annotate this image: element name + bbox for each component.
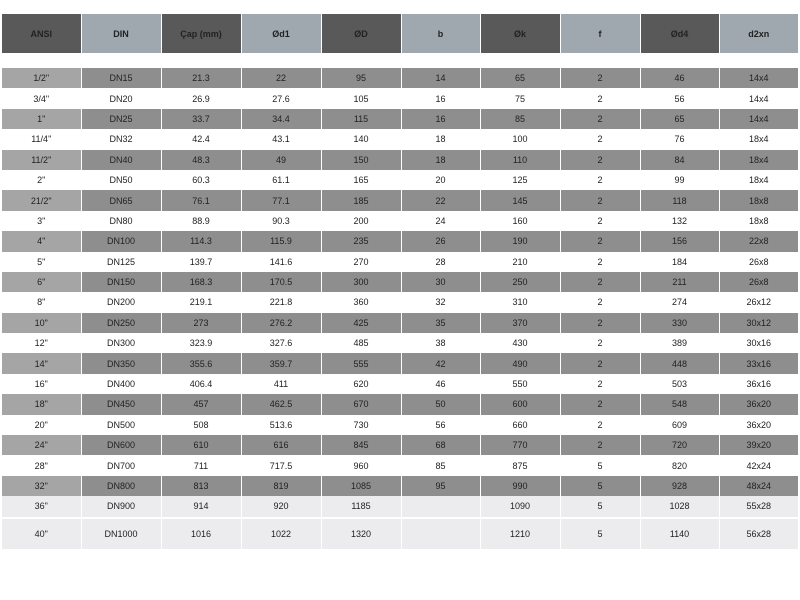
table-row: [2, 231, 798, 251]
cell-din: DN800: [81, 476, 161, 496]
cell-f: 2: [560, 211, 640, 231]
cell-din: DN200: [81, 292, 161, 312]
cell-cap: 88.9: [161, 211, 241, 231]
cell-outer-d: 200: [321, 211, 401, 231]
cell-d1: 61.1: [241, 170, 321, 190]
cell-d4: 548: [640, 394, 719, 414]
cell-d4: 56: [640, 88, 719, 108]
cell-b: 50: [401, 394, 480, 414]
cell-k: 770: [480, 435, 560, 455]
cell-ansi: 21/2": [2, 190, 81, 210]
cell-b: [401, 496, 480, 517]
table-row: [2, 476, 798, 496]
cell-d1: 819: [241, 476, 321, 496]
cell-d2xn: 33x16: [719, 353, 798, 373]
header-d4: Ød4: [640, 14, 719, 53]
cell-d1: 90.3: [241, 211, 321, 231]
cell-ansi: 3/4": [2, 88, 81, 108]
cell-cap: 114.3: [161, 231, 241, 251]
header-k: Øk: [480, 14, 560, 53]
cell-f: 2: [560, 150, 640, 170]
cell-f: 2: [560, 272, 640, 292]
cell-f: 2: [560, 129, 640, 149]
cell-ansi: 11/2": [2, 150, 81, 170]
cell-d1: 77.1: [241, 190, 321, 210]
cell-f: 2: [560, 374, 640, 394]
cell-d2xn: 36x20: [719, 415, 798, 435]
cell-f: 2: [560, 109, 640, 129]
cell-ansi: 14": [2, 353, 81, 373]
cell-cap: 711: [161, 455, 241, 475]
cell-d2xn: 30x12: [719, 313, 798, 333]
table-row: [2, 292, 798, 312]
cell-outer-d: 235: [321, 231, 401, 251]
cell-cap: 457: [161, 394, 241, 414]
cell-k: 990: [480, 476, 560, 496]
cell-outer-d: 425: [321, 313, 401, 333]
cell-b: 32: [401, 292, 480, 312]
cell-ansi: 4": [2, 231, 81, 251]
header-row: [2, 14, 798, 53]
cell-d2xn: 36x16: [719, 374, 798, 394]
cell-d4: 1028: [640, 496, 719, 517]
cell-cap: 1016: [161, 518, 241, 549]
cell-d2xn: 26x8: [719, 252, 798, 272]
cell-ansi: 18": [2, 394, 81, 414]
cell-d4: 274: [640, 292, 719, 312]
table-row: [2, 394, 798, 414]
cell-d1: 327.6: [241, 333, 321, 353]
cell-b: 16: [401, 88, 480, 108]
cell-k: 490: [480, 353, 560, 373]
cell-f: 5: [560, 518, 640, 549]
cell-k: 550: [480, 374, 560, 394]
cell-f: 5: [560, 455, 640, 475]
cell-cap: 219.1: [161, 292, 241, 312]
table-row: [2, 518, 798, 549]
cell-d1: 1022: [241, 518, 321, 549]
cell-b: 68: [401, 435, 480, 455]
flange-dimensions-table: [2, 14, 798, 549]
cell-outer-d: 115: [321, 109, 401, 129]
cell-k: 100: [480, 129, 560, 149]
cell-ansi: 8": [2, 292, 81, 312]
table-row: [2, 496, 798, 517]
cell-d2xn: 18x8: [719, 211, 798, 231]
cell-outer-d: 1085: [321, 476, 401, 496]
cell-ansi: 16": [2, 374, 81, 394]
cell-din: DN150: [81, 272, 161, 292]
cell-d4: 76: [640, 129, 719, 149]
cell-f: 2: [560, 333, 640, 353]
cell-din: DN350: [81, 353, 161, 373]
cell-d1: 616: [241, 435, 321, 455]
cell-d2xn: 18x8: [719, 190, 798, 210]
cell-outer-d: 270: [321, 252, 401, 272]
cell-d2xn: 26x8: [719, 272, 798, 292]
cell-outer-d: 165: [321, 170, 401, 190]
cell-din: DN80: [81, 211, 161, 231]
cell-cap: 42.4: [161, 129, 241, 149]
cell-din: DN50: [81, 170, 161, 190]
table-row: [2, 435, 798, 455]
cell-d1: 27.6: [241, 88, 321, 108]
cell-outer-d: 555: [321, 353, 401, 373]
cell-k: 160: [480, 211, 560, 231]
table-body: [2, 68, 798, 549]
cell-d1: 170.5: [241, 272, 321, 292]
cell-f: 2: [560, 170, 640, 190]
cell-f: 2: [560, 88, 640, 108]
cell-din: DN40: [81, 150, 161, 170]
cell-din: DN1000: [81, 518, 161, 549]
cell-outer-d: 1320: [321, 518, 401, 549]
cell-din: DN100: [81, 231, 161, 251]
cell-b: 95: [401, 476, 480, 496]
table-row: [2, 313, 798, 333]
cell-cap: 508: [161, 415, 241, 435]
cell-d1: 221.8: [241, 292, 321, 312]
header-cap: Çap (mm): [161, 14, 241, 53]
header-d2xn: d2xn: [719, 14, 798, 53]
cell-f: 2: [560, 394, 640, 414]
table-row: [2, 353, 798, 373]
cell-b: 28: [401, 252, 480, 272]
cell-outer-d: 845: [321, 435, 401, 455]
cell-cap: 813: [161, 476, 241, 496]
cell-ansi: 1": [2, 109, 81, 129]
cell-ansi: 2": [2, 170, 81, 190]
cell-b: 30: [401, 272, 480, 292]
cell-d4: 184: [640, 252, 719, 272]
cell-outer-d: 1185: [321, 496, 401, 517]
cell-outer-d: 140: [321, 129, 401, 149]
cell-outer-d: 185: [321, 190, 401, 210]
cell-k: 190: [480, 231, 560, 251]
cell-d1: 141.6: [241, 252, 321, 272]
cell-f: 2: [560, 252, 640, 272]
cell-f: 2: [560, 435, 640, 455]
table-row: [2, 252, 798, 272]
cell-din: DN400: [81, 374, 161, 394]
cell-ansi: 12": [2, 333, 81, 353]
cell-d4: 156: [640, 231, 719, 251]
cell-b: 18: [401, 150, 480, 170]
cell-f: 2: [560, 231, 640, 251]
cell-d4: 118: [640, 190, 719, 210]
cell-din: DN65: [81, 190, 161, 210]
cell-outer-d: 150: [321, 150, 401, 170]
cell-d1: 411: [241, 374, 321, 394]
cell-outer-d: 730: [321, 415, 401, 435]
cell-f: 2: [560, 313, 640, 333]
cell-d1: 513.6: [241, 415, 321, 435]
header-ansi: ANSI: [2, 14, 81, 53]
cell-b: 85: [401, 455, 480, 475]
header-d1: Ød1: [241, 14, 321, 53]
cell-d1: 49: [241, 150, 321, 170]
cell-d4: 46: [640, 68, 719, 88]
header-outer-d: ØD: [321, 14, 401, 53]
cell-cap: 406.4: [161, 374, 241, 394]
cell-ansi: 20": [2, 415, 81, 435]
header-f: f: [560, 14, 640, 53]
cell-cap: 33.7: [161, 109, 241, 129]
table-row: [2, 211, 798, 231]
cell-din: DN500: [81, 415, 161, 435]
cell-b: 22: [401, 190, 480, 210]
cell-d1: 276.2: [241, 313, 321, 333]
cell-d1: 717.5: [241, 455, 321, 475]
cell-d4: 389: [640, 333, 719, 353]
cell-d2xn: 18x4: [719, 170, 798, 190]
table-row: [2, 88, 798, 108]
cell-din: DN450: [81, 394, 161, 414]
cell-ansi: 5": [2, 252, 81, 272]
cell-ansi: 1/2": [2, 68, 81, 88]
cell-b: 26: [401, 231, 480, 251]
cell-k: 430: [480, 333, 560, 353]
table-row: [2, 374, 798, 394]
cell-outer-d: 300: [321, 272, 401, 292]
cell-b: 16: [401, 109, 480, 129]
cell-cap: 273: [161, 313, 241, 333]
cell-k: 1210: [480, 518, 560, 549]
cell-k: 370: [480, 313, 560, 333]
table-row: [2, 68, 798, 88]
cell-d4: 448: [640, 353, 719, 373]
cell-d1: 359.7: [241, 353, 321, 373]
cell-outer-d: 105: [321, 88, 401, 108]
cell-b: 56: [401, 415, 480, 435]
cell-ansi: 6": [2, 272, 81, 292]
cell-f: 2: [560, 415, 640, 435]
cell-d2xn: 22x8: [719, 231, 798, 251]
table-row: [2, 129, 798, 149]
cell-k: 660: [480, 415, 560, 435]
table-row: [2, 150, 798, 170]
cell-cap: 323.9: [161, 333, 241, 353]
cell-ansi: 32": [2, 476, 81, 496]
cell-f: 2: [560, 190, 640, 210]
cell-d1: 462.5: [241, 394, 321, 414]
cell-d2xn: 56x28: [719, 518, 798, 549]
cell-f: 5: [560, 476, 640, 496]
cell-b: 14: [401, 68, 480, 88]
cell-din: DN900: [81, 496, 161, 517]
header-din: DIN: [81, 14, 161, 53]
cell-cap: 60.3: [161, 170, 241, 190]
cell-cap: 355.6: [161, 353, 241, 373]
cell-k: 310: [480, 292, 560, 312]
cell-din: DN250: [81, 313, 161, 333]
cell-k: 600: [480, 394, 560, 414]
cell-outer-d: 960: [321, 455, 401, 475]
table-row: [2, 170, 798, 190]
table-row: [2, 190, 798, 210]
cell-d2xn: 39x20: [719, 435, 798, 455]
cell-d4: 1140: [640, 518, 719, 549]
cell-din: DN300: [81, 333, 161, 353]
cell-d1: 115.9: [241, 231, 321, 251]
cell-cap: 914: [161, 496, 241, 517]
cell-din: DN125: [81, 252, 161, 272]
cell-k: 875: [480, 455, 560, 475]
cell-d2xn: 48x24: [719, 476, 798, 496]
cell-d4: 609: [640, 415, 719, 435]
cell-f: 2: [560, 353, 640, 373]
cell-ansi: 11/4": [2, 129, 81, 149]
cell-din: DN700: [81, 455, 161, 475]
cell-b: [401, 518, 480, 549]
cell-din: DN600: [81, 435, 161, 455]
table-row: [2, 455, 798, 475]
cell-cap: 48.3: [161, 150, 241, 170]
cell-d2xn: 18x4: [719, 150, 798, 170]
cell-b: 35: [401, 313, 480, 333]
cell-din: DN25: [81, 109, 161, 129]
cell-ansi: 40": [2, 518, 81, 549]
cell-d1: 34.4: [241, 109, 321, 129]
cell-b: 20: [401, 170, 480, 190]
cell-b: 42: [401, 353, 480, 373]
cell-k: 65: [480, 68, 560, 88]
cell-cap: 76.1: [161, 190, 241, 210]
cell-d4: 132: [640, 211, 719, 231]
cell-b: 46: [401, 374, 480, 394]
cell-ansi: 24": [2, 435, 81, 455]
cell-f: 2: [560, 68, 640, 88]
cell-f: 5: [560, 496, 640, 517]
cell-d4: 99: [640, 170, 719, 190]
cell-b: 24: [401, 211, 480, 231]
cell-b: 18: [401, 129, 480, 149]
cell-d4: 330: [640, 313, 719, 333]
cell-din: DN15: [81, 68, 161, 88]
cell-k: 110: [480, 150, 560, 170]
cell-cap: 610: [161, 435, 241, 455]
cell-d4: 720: [640, 435, 719, 455]
table-row: [2, 109, 798, 129]
cell-d1: 43.1: [241, 129, 321, 149]
cell-d2xn: 36x20: [719, 394, 798, 414]
cell-d1: 920: [241, 496, 321, 517]
cell-din: DN32: [81, 129, 161, 149]
cell-d2xn: 26x12: [719, 292, 798, 312]
cell-k: 145: [480, 190, 560, 210]
cell-d4: 84: [640, 150, 719, 170]
cell-d2xn: 18x4: [719, 129, 798, 149]
cell-d4: 211: [640, 272, 719, 292]
header-b: b: [401, 14, 480, 53]
cell-d4: 820: [640, 455, 719, 475]
table-row: [2, 415, 798, 435]
cell-k: 125: [480, 170, 560, 190]
cell-outer-d: 485: [321, 333, 401, 353]
table-row: [2, 272, 798, 292]
cell-d2xn: 14x4: [719, 88, 798, 108]
cell-d2xn: 55x28: [719, 496, 798, 517]
cell-d4: 65: [640, 109, 719, 129]
cell-d1: 22: [241, 68, 321, 88]
cell-f: 2: [560, 292, 640, 312]
cell-d4: 503: [640, 374, 719, 394]
cell-b: 38: [401, 333, 480, 353]
cell-ansi: 36": [2, 496, 81, 517]
cell-ansi: 3": [2, 211, 81, 231]
cell-d2xn: 14x4: [719, 68, 798, 88]
cell-ansi: 10": [2, 313, 81, 333]
cell-cap: 21.3: [161, 68, 241, 88]
cell-cap: 26.9: [161, 88, 241, 108]
cell-k: 1090: [480, 496, 560, 517]
cell-d2xn: 42x24: [719, 455, 798, 475]
cell-k: 250: [480, 272, 560, 292]
cell-din: DN20: [81, 88, 161, 108]
cell-cap: 139.7: [161, 252, 241, 272]
cell-cap: 168.3: [161, 272, 241, 292]
cell-k: 210: [480, 252, 560, 272]
cell-outer-d: 95: [321, 68, 401, 88]
cell-outer-d: 620: [321, 374, 401, 394]
cell-outer-d: 360: [321, 292, 401, 312]
cell-d2xn: 30x16: [719, 333, 798, 353]
cell-d2xn: 14x4: [719, 109, 798, 129]
cell-outer-d: 670: [321, 394, 401, 414]
cell-k: 85: [480, 109, 560, 129]
header-spacer: [2, 53, 798, 68]
cell-d4: 928: [640, 476, 719, 496]
cell-k: 75: [480, 88, 560, 108]
cell-ansi: 28": [2, 455, 81, 475]
table-row: [2, 333, 798, 353]
